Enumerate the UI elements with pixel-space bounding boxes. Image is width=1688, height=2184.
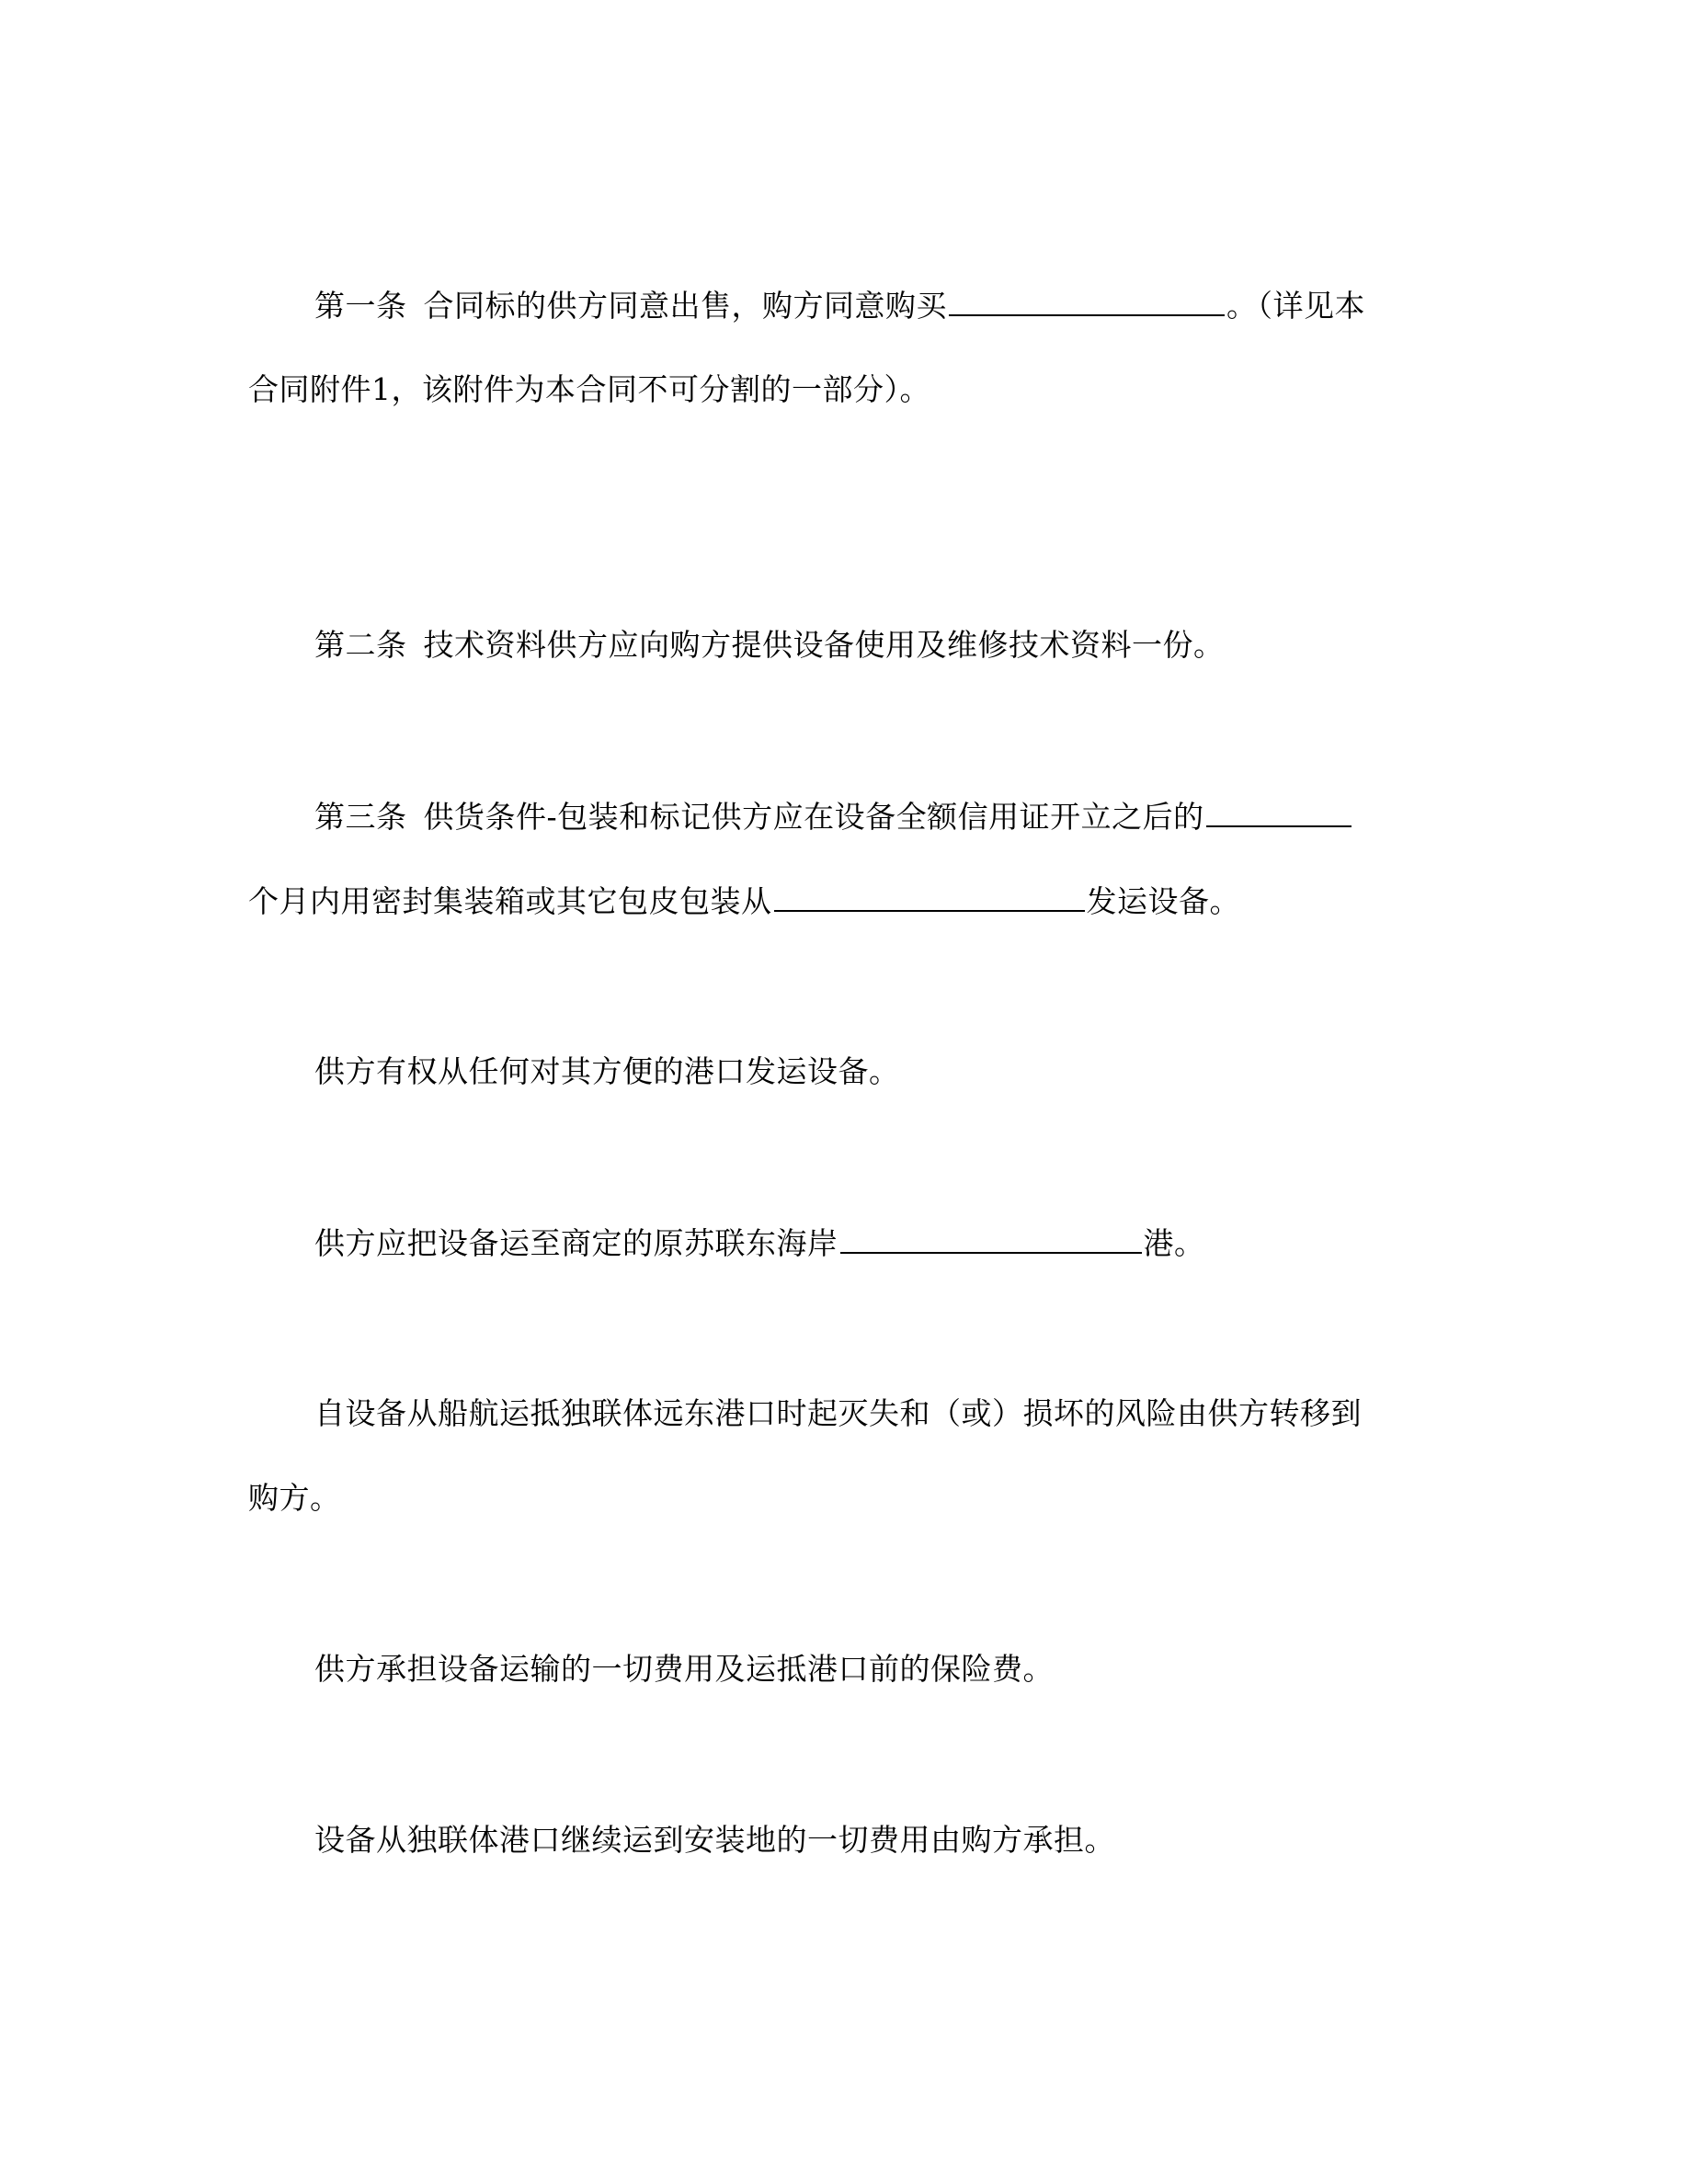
article3-text-c: 发运设备。 (1086, 883, 1240, 919)
article3-blank-months (1206, 798, 1352, 827)
para-risk-line2 (248, 1480, 341, 1517)
para-port-dest (314, 1224, 1205, 1262)
article1-label: 第一条 (314, 288, 407, 324)
article3-blank-origin (774, 882, 1085, 912)
article1-text-a: 合同标的供方同意出售，购方同意购买 (423, 288, 947, 324)
article3-text-a: 供货条件-包装和标记供方应在设备全额信用证开立之后的 (423, 799, 1204, 835)
article3-line1 (314, 798, 1353, 836)
para-cost-buyer-text: 设备从独联体港口继续运到安装地的一切费用由购方承担。 (314, 1822, 1115, 1858)
para-port-dest-text-a: 供方应把设备运至商定的原苏联东海岸 (314, 1225, 838, 1261)
article1-blank (949, 287, 1225, 316)
article1-text-c: 合同附件1，该附件为本合同不可分割的一部分）。 (248, 371, 930, 407)
article3-label: 第三条 (314, 799, 407, 835)
article2-line (314, 627, 1225, 664)
article1-text-b: 。（详见本 (1226, 288, 1365, 324)
para-cost-buyer (314, 1822, 1115, 1859)
para-risk-text-b: 购方。 (248, 1480, 341, 1516)
para-port-dest-blank (840, 1224, 1142, 1254)
para-risk-line1 (314, 1395, 1362, 1432)
article2-text: 技术资料供方应向购方提供设备使用及维修技术资料一份。 (423, 627, 1225, 663)
article1-line1 (314, 287, 1365, 324)
article2-label: 第二条 (314, 627, 407, 663)
article3-line2 (248, 882, 1240, 920)
para-cost-supplier (314, 1651, 1054, 1688)
para-port-dest-text-b: 港。 (1143, 1225, 1205, 1261)
para-cost-supplier-text: 供方承担设备运输的一切费用及运抵港口前的保险费。 (314, 1651, 1054, 1687)
article3-text-b: 个月内用密封集装箱或其它包皮包装从 (248, 883, 772, 919)
para-port-right (314, 1053, 900, 1090)
para-port-right-text: 供方有权从任何对其方便的港口发运设备。 (314, 1053, 900, 1089)
para-risk-text-a: 自设备从船航运抵独联体远东港口时起灭失和（或）损坏的风险由供方转移到 (314, 1395, 1362, 1431)
article1-line2 (248, 371, 930, 408)
